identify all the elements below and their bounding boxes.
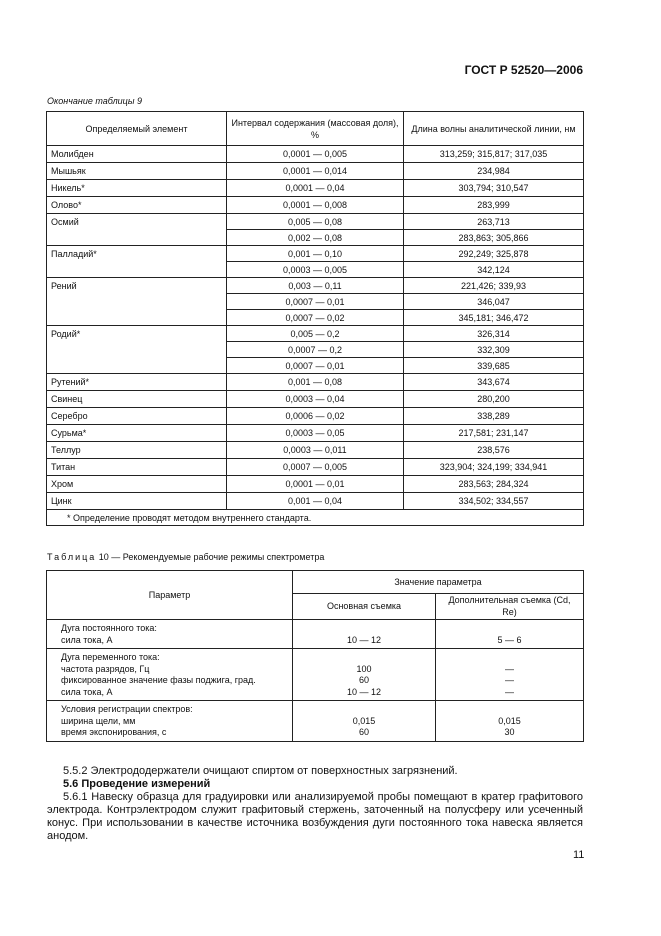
cell-line: — <box>505 675 514 685</box>
element-cell: Палладий* <box>47 246 227 278</box>
parameter-cell <box>47 649 293 701</box>
standard-number: ГОСТ Р 52520—2006 <box>464 63 583 77</box>
table-9 <box>46 111 584 526</box>
table-row <box>47 442 584 459</box>
wavelength-cell: 313,259; 315,817; 317,035 <box>404 146 584 163</box>
cell-line: 0,015 <box>352 715 376 726</box>
wavelength-cell: 283,563; 284,324 <box>404 476 584 493</box>
col-header-value: Значение параметра <box>293 571 584 594</box>
cell-line: фиксированное значение фазы поджига, град. <box>61 675 256 685</box>
wavelength-cell: 238,576 <box>404 442 584 459</box>
element-cell: Рений <box>47 278 227 326</box>
col-header-interval: Интервал содержания (массовая доля), % <box>227 112 404 146</box>
table-9-caption: Окончание таблицы 9 <box>47 96 142 106</box>
main-value-cell <box>293 649 436 701</box>
table-9-footnote: * Определение проводят методом внутреннего стандарта. <box>47 510 584 526</box>
element-cell: Осмий <box>47 214 227 246</box>
col-header-main: Основная съемка <box>293 593 436 619</box>
table-10 <box>46 570 584 742</box>
table-row <box>47 146 584 163</box>
element-cell: Мышьяк <box>47 163 227 180</box>
interval-cell: 0,0003 — 0,04 <box>227 391 404 408</box>
table-row <box>47 197 584 214</box>
table-row <box>47 214 584 230</box>
wavelength-cell: 292,249; 325,878 <box>404 246 584 262</box>
element-cell: Сурьма* <box>47 425 227 442</box>
cell-line: 60 <box>358 727 369 737</box>
table-row <box>47 408 584 425</box>
interval-cell: 0,0007 — 0,005 <box>227 459 404 476</box>
interval-cell: 0,0001 — 0,008 <box>227 197 404 214</box>
table-row <box>47 278 584 294</box>
wavelength-cell: 332,309 <box>404 342 584 358</box>
interval-cell: 0,001 — 0,08 <box>227 374 404 391</box>
footnote-row <box>47 510 584 526</box>
interval-cell: 0,0003 — 0,005 <box>227 262 404 278</box>
wavelength-cell: 342,124 <box>404 262 584 278</box>
element-cell: Никель* <box>47 180 227 197</box>
cell-line <box>297 623 431 635</box>
wavelength-cell: 283,999 <box>404 197 584 214</box>
element-cell: Олово* <box>47 197 227 214</box>
wavelength-cell: 303,794; 310,547 <box>404 180 584 197</box>
col-header-extra: Дополнительная съемка (Cd, Re) <box>436 593 584 619</box>
interval-cell: 0,005 — 0,2 <box>227 326 404 342</box>
interval-cell: 0,001 — 0,04 <box>227 493 404 510</box>
cell-line <box>440 652 579 664</box>
interval-cell: 0,0003 — 0,011 <box>227 442 404 459</box>
table-10-caption-label: Таблица <box>47 552 97 562</box>
interval-cell: 0,0003 — 0,05 <box>227 425 404 442</box>
element-cell: Молибден <box>47 146 227 163</box>
element-cell: Хром <box>47 476 227 493</box>
table-row <box>47 163 584 180</box>
wavelength-cell: 263,713 <box>404 214 584 230</box>
interval-cell: 0,003 — 0,11 <box>227 278 404 294</box>
table-row <box>47 374 584 391</box>
wavelength-cell: 234,984 <box>404 163 584 180</box>
table-10-caption <box>47 552 324 562</box>
wavelength-cell: 338,289 <box>404 408 584 425</box>
section-heading-5-6: 5.6 Проведение измерений <box>63 778 211 790</box>
wavelength-cell: 345,181; 346,472 <box>404 310 584 326</box>
extra-value-cell <box>436 649 584 701</box>
wavelength-cell: 221,426; 339,93 <box>404 278 584 294</box>
cell-line: 10 — 12 <box>346 686 382 697</box>
parameter-cell <box>47 620 293 649</box>
parameter-cell <box>47 701 293 742</box>
table-row <box>47 246 584 262</box>
wavelength-cell: 343,674 <box>404 374 584 391</box>
interval-cell: 0,0001 — 0,005 <box>227 146 404 163</box>
paragraph-5-5-2: 5.5.2 Электрододержатели очищают спиртом от поверхностных загрязнений. <box>63 765 458 777</box>
interval-cell: 0,0006 — 0,02 <box>227 408 404 425</box>
extra-value-cell <box>436 620 584 649</box>
table-row <box>47 493 584 510</box>
table-row <box>47 620 584 649</box>
interval-cell: 0,0007 — 0,01 <box>227 358 404 374</box>
table-row <box>47 391 584 408</box>
cell-line: сила тока, А <box>61 634 113 645</box>
cell-line: 10 — 12 <box>346 634 382 645</box>
cell-line: 30 <box>504 727 515 737</box>
main-value-cell <box>293 620 436 649</box>
interval-cell: 0,0001 — 0,01 <box>227 476 404 493</box>
element-cell: Титан <box>47 459 227 476</box>
element-cell: Свинец <box>47 391 227 408</box>
wavelength-cell: 283,863; 305,866 <box>404 230 584 246</box>
interval-cell: 0,0001 — 0,04 <box>227 180 404 197</box>
element-cell: Рутений* <box>47 374 227 391</box>
wavelength-cell: 217,581; 231,147 <box>404 425 584 442</box>
cell-line: сила тока, А <box>61 686 113 697</box>
cell-line: 100 <box>356 663 372 674</box>
col-header-parameter: Параметр <box>47 571 293 620</box>
cell-line <box>440 704 579 716</box>
wavelength-cell: 280,200 <box>404 391 584 408</box>
cell-line: время экспонирования, с <box>61 727 167 737</box>
interval-cell: 0,0007 — 0,02 <box>227 310 404 326</box>
interval-cell: 0,0007 — 0,01 <box>227 294 404 310</box>
cell-line: Дуга постоянного тока: <box>61 623 157 633</box>
cell-line: 0,015 <box>498 715 521 726</box>
table-row <box>47 425 584 442</box>
interval-cell: 0,0001 — 0,014 <box>227 163 404 180</box>
table-row <box>47 701 584 742</box>
cell-line <box>297 704 431 716</box>
table-row <box>47 180 584 197</box>
wavelength-cell: 339,685 <box>404 358 584 374</box>
element-cell: Теллур <box>47 442 227 459</box>
interval-cell: 0,0007 — 0,2 <box>227 342 404 358</box>
col-header-element: Определяемый элемент <box>47 112 227 146</box>
page-number: 11 <box>573 849 585 861</box>
wavelength-cell: 326,314 <box>404 326 584 342</box>
cell-line: — <box>505 686 514 697</box>
table-row <box>47 649 584 701</box>
element-cell: Цинк <box>47 493 227 510</box>
cell-line: Условия регистрации спектров: <box>61 704 193 714</box>
cell-line: 5 — 6 <box>497 634 522 645</box>
element-cell: Серебро <box>47 408 227 425</box>
cell-line: ширина щели, мм <box>61 715 136 726</box>
cell-line: 60 <box>358 675 369 685</box>
cell-line: частота разрядов, Гц <box>61 663 150 674</box>
wavelength-cell: 323,904; 324,199; 334,941 <box>404 459 584 476</box>
interval-cell: 0,001 — 0,10 <box>227 246 404 262</box>
extra-value-cell <box>436 701 584 742</box>
col-header-wavelength: Длина волны аналитической линии, нм <box>404 112 584 146</box>
table-row <box>47 476 584 493</box>
wavelength-cell: 346,047 <box>404 294 584 310</box>
cell-line: — <box>505 663 514 674</box>
table-row <box>47 459 584 476</box>
cell-line <box>297 652 431 664</box>
wavelength-cell: 334,502; 334,557 <box>404 493 584 510</box>
interval-cell: 0,002 — 0,08 <box>227 230 404 246</box>
cell-line <box>440 623 579 635</box>
table-10-caption-title: 10 — Рекомендуемые рабочие режимы спектрометра <box>96 552 325 562</box>
cell-line: Дуга переменного тока: <box>61 652 160 662</box>
table-row <box>47 326 584 342</box>
main-value-cell <box>293 701 436 742</box>
interval-cell: 0,005 — 0,08 <box>227 214 404 230</box>
paragraph-5-6-1: 5.6.1 Навеску образца для градуировки или анализируемой пробы помещают в кратер графитового электрода. Контрэлектродом служит графитовый стержень, заточенный на полусферу или усеченный конус. При использовании в качестве источника возбуждения дуги постоянного тока навеска является анодом. <box>47 791 583 842</box>
element-cell: Родий* <box>47 326 227 374</box>
